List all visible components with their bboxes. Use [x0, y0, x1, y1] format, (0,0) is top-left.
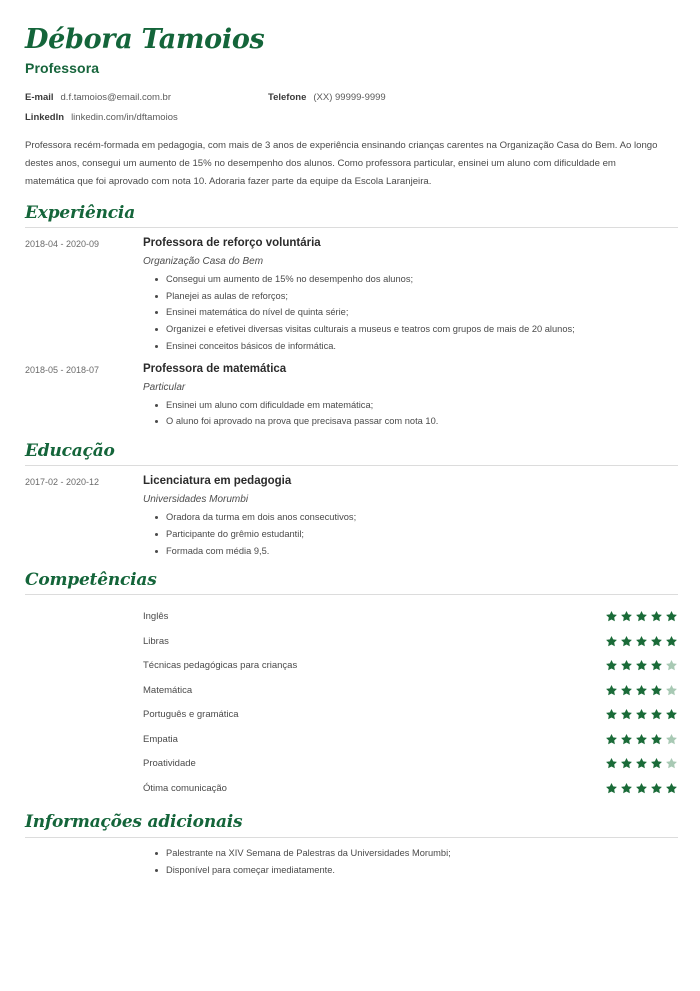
- section-title-skills: Competências: [25, 569, 157, 590]
- experience-entry: [25, 363, 678, 429]
- skill-name: Português e gramática: [143, 709, 239, 721]
- entry-role: Professora de reforço voluntária: [143, 237, 321, 250]
- resume-header: [25, 26, 678, 123]
- skill-row: [25, 653, 678, 678]
- entry-organization: Organização Casa do Bem: [143, 256, 264, 268]
- skill-name: Empatia: [143, 733, 178, 745]
- contact-phone-value: (XX) 99999-9999: [313, 92, 386, 104]
- entry-dates: 2017-02 - 2020-12: [25, 477, 100, 488]
- skill-rating-stars: [605, 708, 678, 721]
- list-item: Formada com média 9,5.: [155, 545, 678, 558]
- skill-row: [25, 678, 678, 703]
- contact-row: [25, 112, 678, 123]
- entry-role: Professora de matemática: [143, 362, 287, 375]
- list-item: Consegui um aumento de 15% no desempenho dos alunos;: [155, 273, 678, 286]
- skill-name: Inglês: [143, 611, 169, 623]
- entry-bullets: [143, 399, 678, 429]
- skill-name: Técnicas pedagógicas para crianças: [143, 660, 298, 672]
- professional-summary: Professora recém-formada em pedagogia, com mais de 3 anos de experiência ensinando crianças carentes na Organização Casa do Bem. Ao longo destes anos, consegui um aumento de 15% no desempenho dos alunos. Como professora particular, ensinei um aluno com dificuldade em matemática que foi aprovado com nota 10. Adoraria fazer parte da equipe da Escola Laranjeira.: [25, 140, 658, 187]
- entry-institution: Universidades Morumbi: [143, 494, 249, 506]
- entry-bullets: [143, 273, 678, 353]
- entry-dates: 2018-04 - 2020-09: [25, 239, 100, 250]
- section-title-education: Educação: [25, 440, 115, 461]
- skill-row: [25, 604, 678, 629]
- skill-rating-stars: [605, 757, 678, 770]
- contact-linkedin-label: LinkedIn: [25, 112, 65, 124]
- skill-name: Proatividade: [143, 758, 196, 770]
- skill-rating-stars: [605, 659, 678, 672]
- contact-linkedin: [25, 112, 268, 123]
- list-item: Disponível para começar imediatamente.: [155, 864, 678, 877]
- entry-body: [143, 363, 678, 429]
- additional-info-bullets: [25, 847, 678, 877]
- contact-phone: [268, 92, 386, 103]
- entry-degree: Licenciatura em pedagogia: [143, 475, 292, 488]
- section-title-experience: Experiência: [25, 202, 136, 223]
- education-entry: [25, 475, 678, 557]
- skill-row: [25, 776, 678, 801]
- entry-bullets: [143, 511, 678, 558]
- contact-email: [25, 92, 268, 103]
- candidate-job-title: Professora: [25, 60, 100, 77]
- skill-row: [25, 727, 678, 752]
- contact-phone-label: Telefone: [268, 92, 307, 104]
- list-item: Ensinei conceitos básicos de informática.: [155, 340, 678, 353]
- section-experience: [25, 204, 678, 429]
- skill-rating-stars: [605, 684, 678, 697]
- entry-body: [143, 475, 678, 557]
- section-divider: [25, 465, 678, 466]
- contact-linkedin-value[interactable]: linkedin.com/in/dftamoios: [71, 112, 178, 124]
- skill-name: Matemática: [143, 684, 193, 696]
- skill-name: Libras: [143, 635, 169, 647]
- skill-rating-stars: [605, 635, 678, 648]
- contact-email-label: E-mail: [25, 92, 54, 104]
- contact-details: [25, 92, 678, 123]
- list-item: Participante do grêmio estudantil;: [155, 528, 678, 541]
- skill-row: [25, 702, 678, 727]
- skill-row: [25, 629, 678, 654]
- skills-list: [25, 604, 678, 800]
- section-divider: [25, 227, 678, 228]
- section-education: [25, 442, 678, 558]
- section-skills: [25, 571, 678, 801]
- contact-row: [25, 92, 678, 103]
- skill-rating-stars: [605, 782, 678, 795]
- section-additional-info: [25, 813, 678, 877]
- skill-rating-stars: [605, 610, 678, 623]
- section-divider: [25, 837, 678, 838]
- skill-row: [25, 751, 678, 776]
- experience-entry: [25, 237, 678, 353]
- experience-entries: [25, 237, 678, 428]
- list-item: Organizei e efetivei diversas visitas culturais a museus e teatros com grupos de mais de 20 alunos;: [155, 323, 678, 336]
- skill-name: Ótima comunicação: [143, 782, 227, 794]
- list-item: Oradora da turma em dois anos consecutivos;: [155, 511, 678, 524]
- candidate-name: Débora Tamoios: [25, 24, 265, 55]
- list-item: Palestrante na XIV Semana de Palestras da Universidades Morumbi;: [155, 847, 678, 860]
- list-item: Planejei as aulas de reforços;: [155, 290, 678, 303]
- list-item: Ensinei matemática do nível de quinta série;: [155, 306, 678, 319]
- skill-rating-stars: [605, 733, 678, 746]
- entry-organization: Particular: [143, 381, 186, 393]
- section-title-additional-info: Informações adicionais: [25, 812, 243, 833]
- list-item: Ensinei um aluno com dificuldade em matemática;: [155, 399, 678, 412]
- entry-dates: 2018-05 - 2018-07: [25, 364, 100, 375]
- contact-email-value[interactable]: d.f.tamoios@email.com.br: [60, 92, 171, 104]
- list-item: O aluno foi aprovado na prova que precisava passar com nota 10.: [155, 415, 678, 428]
- entry-body: [143, 237, 678, 353]
- section-divider: [25, 594, 678, 595]
